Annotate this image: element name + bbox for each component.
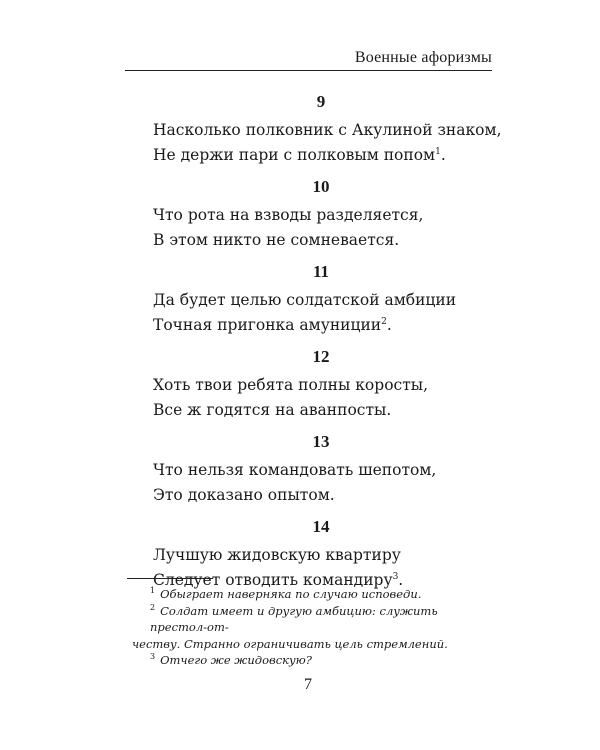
footnote-continuation: честву. Странно ограничивать цель стремлений. <box>132 636 448 651</box>
verse <box>153 177 483 253</box>
verse <box>153 432 483 508</box>
running-head-title: Военные афоризмы <box>354 49 492 66</box>
verse <box>153 347 483 423</box>
footnotes <box>132 586 490 669</box>
verse-line: В этом никто не сомневается. <box>153 231 400 249</box>
footnote-ref[interactable]: 1 <box>435 146 441 157</box>
verses-block <box>153 92 502 602</box>
verse-number: 9 <box>316 92 326 111</box>
verse-line-text: Не держи пари с полковым попом <box>153 146 436 164</box>
verse <box>153 92 502 168</box>
verse-line-text: Следует отводить командиру <box>153 571 393 589</box>
verse-number: 13 <box>312 432 330 451</box>
footnote <box>150 652 490 669</box>
footnote-text: Отчего же жидовскую? <box>160 653 312 667</box>
verse-line-text: Точная пригонка амуниции <box>153 316 382 334</box>
verse <box>153 262 483 338</box>
footnote <box>150 603 490 636</box>
page-number: 7 <box>304 676 312 693</box>
verse-number: 14 <box>312 517 330 536</box>
footnote-text: Обыграет наверняка по случаю исповеди. <box>160 587 422 601</box>
footnote-marker: 1 <box>150 586 156 596</box>
verse-number: 10 <box>312 177 330 196</box>
footnote-ref[interactable]: 3 <box>392 571 399 582</box>
verse <box>153 517 483 593</box>
verse-line: Хоть твои ребята полны коросты, <box>153 376 429 394</box>
footnote-text: Солдат имеет и другую амбицию: служить престол-от- <box>150 603 438 634</box>
footnote-rule <box>127 578 213 579</box>
footnote-ref[interactable]: 2 <box>381 316 387 327</box>
verse-number: 11 <box>312 262 330 281</box>
footnote-marker: 2 <box>150 602 156 612</box>
verse-line: Да будет целью солдатской амбиции <box>153 291 457 309</box>
verse-number: 12 <box>312 347 330 366</box>
footnote <box>150 586 490 603</box>
verse-line: Что нельзя командовать шепотом, <box>153 461 437 479</box>
header-rule <box>125 70 492 71</box>
verse-line: Точная пригонка амуниции$^2$. <box>153 316 392 334</box>
verse-line: Насколько полковник с Акулиной знаком, <box>153 121 502 139</box>
verse-line: Лучшую жидовскую квартиру <box>153 546 401 564</box>
verse-line: Это доказано опытом. <box>153 486 335 504</box>
verse-line: Все ж годятся на аванпосты. <box>153 401 392 419</box>
verse-line: Не держи пари с полковым попом$^1$. <box>153 146 446 164</box>
verse-line: Что рота на взводы разделяется, <box>153 206 424 224</box>
verse-line: Следует отводить командиру$^3$. <box>153 571 404 589</box>
footnote-marker: 3 <box>150 652 156 662</box>
